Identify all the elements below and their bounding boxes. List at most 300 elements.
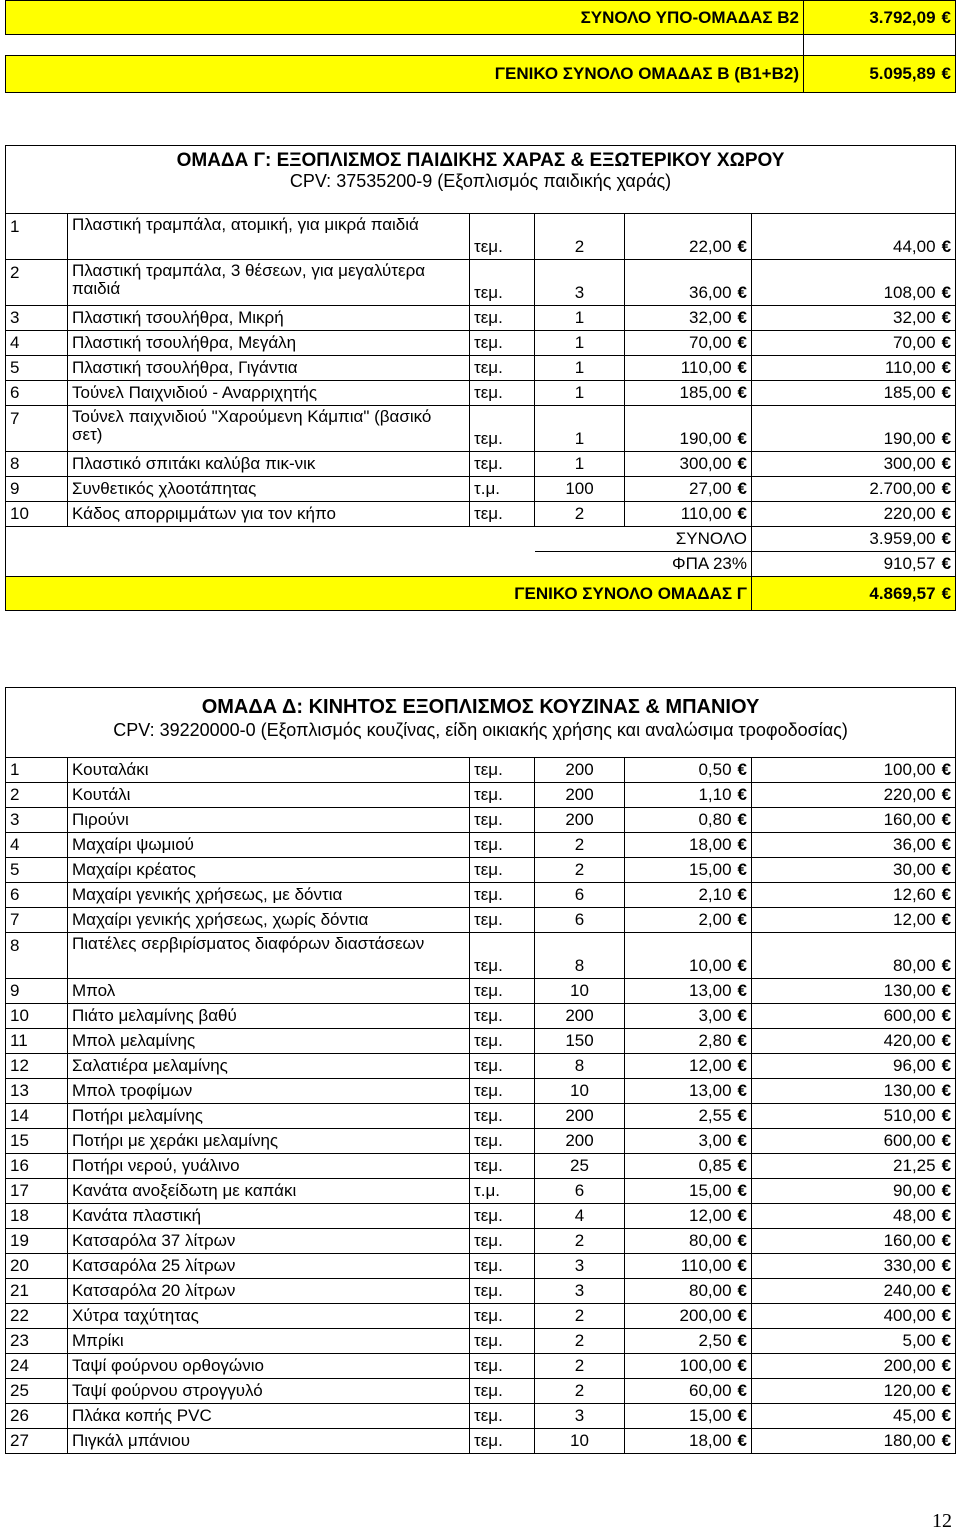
table-row xyxy=(6,808,956,833)
item-total: 200,00 xyxy=(883,1356,936,1375)
table-row xyxy=(6,1429,956,1454)
euro-symbol: € xyxy=(941,1131,952,1150)
euro-symbol: € xyxy=(941,1256,952,1275)
euro-symbol: € xyxy=(941,1006,952,1025)
item-unit-price: 2,50 xyxy=(698,1331,732,1350)
item-quantity: 1 xyxy=(574,333,585,352)
item-description: Ποτήρι με χεράκι μελαμίνης xyxy=(72,1131,279,1150)
item-total: 110,00 xyxy=(884,358,936,377)
item-total: 44,00 xyxy=(893,237,936,256)
item-total: 180,00 xyxy=(883,1431,936,1450)
item-number: 12 xyxy=(10,1056,29,1075)
item-quantity: 2 xyxy=(574,237,585,256)
euro-symbol: € xyxy=(941,383,952,402)
table-row xyxy=(6,1229,956,1254)
page-number: 12 xyxy=(932,1510,952,1532)
item-description: Πλάκα κοπής PVC xyxy=(72,1406,212,1425)
euro-symbol: € xyxy=(737,810,747,829)
table-row xyxy=(6,1204,956,1229)
item-unit-price: 15,00 xyxy=(688,1406,732,1425)
euro-symbol: € xyxy=(941,885,952,904)
item-number: 7 xyxy=(10,910,20,929)
item-description: Τούνελ παιχνιδιού "Χαρούμενη Κάμπια" (βασικό σετ) xyxy=(72,407,432,444)
item-number: 16 xyxy=(10,1156,29,1175)
item-unit: τεμ. xyxy=(474,981,503,1000)
item-quantity: 200 xyxy=(565,1131,594,1150)
item-quantity: 2 xyxy=(574,1356,585,1375)
table-row xyxy=(6,883,956,908)
euro-symbol: € xyxy=(737,283,747,302)
table-row xyxy=(6,452,956,477)
item-unit: τεμ. xyxy=(474,1281,503,1300)
item-quantity: 200 xyxy=(565,785,594,804)
item-quantity: 2 xyxy=(574,860,585,879)
item-description: Κουταλάκι xyxy=(72,760,149,779)
euro-symbol: € xyxy=(737,333,747,352)
euro-symbol: € xyxy=(941,810,952,829)
item-unit-price: 110,00 xyxy=(680,1256,732,1275)
table-row xyxy=(6,1354,956,1379)
subtotal-b2-row xyxy=(6,1,956,35)
item-description: Πιάτο μελαμίνης βαθύ xyxy=(72,1006,237,1025)
euro-symbol: € xyxy=(737,1031,747,1050)
item-unit-price: 12,00 xyxy=(688,1056,732,1075)
grand-total-b-label: ΓΕΝΙΚΟ ΣΥΝΟΛΟ ΟΜΑΔΑΣ Β (Β1+Β2) xyxy=(6,56,804,93)
item-unit: τ.μ. xyxy=(474,479,500,498)
item-total: 12,60 xyxy=(893,885,936,904)
item-number: 27 xyxy=(10,1431,29,1450)
item-quantity: 1 xyxy=(574,358,585,377)
item-total: 220,00 xyxy=(883,785,936,804)
item-number: 14 xyxy=(10,1106,29,1125)
table-row xyxy=(6,858,956,883)
euro-symbol: € xyxy=(941,358,952,377)
euro-symbol: € xyxy=(941,7,951,27)
item-unit: τεμ. xyxy=(474,1206,503,1225)
item-total: 510,00 xyxy=(883,1106,936,1125)
item-unit-price: 80,00 xyxy=(688,1231,732,1250)
euro-symbol: € xyxy=(737,429,747,448)
item-number: 5 xyxy=(10,860,20,879)
item-unit-price: 13,00 xyxy=(688,1081,732,1100)
item-description: Μαχαίρι γενικής χρήσεως, με δόντια xyxy=(72,885,343,904)
item-number: 11 xyxy=(10,1031,28,1050)
item-unit: τεμ. xyxy=(474,1356,503,1375)
item-quantity: 200 xyxy=(565,1006,594,1025)
item-unit: τεμ. xyxy=(474,956,503,975)
item-total: 300,00 xyxy=(883,454,936,473)
euro-symbol: € xyxy=(941,529,952,548)
item-unit-price: 70,00 xyxy=(688,333,732,352)
euro-symbol: € xyxy=(941,1106,952,1125)
item-description: Μαχαίρι κρέατος xyxy=(72,860,196,879)
item-total: 160,00 xyxy=(883,810,936,829)
item-quantity: 2 xyxy=(574,1231,585,1250)
group-c-header xyxy=(6,146,956,214)
euro-symbol: € xyxy=(737,383,747,402)
group-d-title: ΟΜΑΔΑ Δ: ΚΙΝΗΤΟΣ ΕΞΟΠΛΙΣΜΟΣ ΚΟΥΖΙΝΑΣ & ΜΠΑΝΙΟΥ xyxy=(201,696,760,718)
euro-symbol: € xyxy=(941,760,952,779)
euro-symbol: € xyxy=(941,1081,952,1100)
table-row xyxy=(6,306,956,331)
table-row xyxy=(6,1129,956,1154)
item-quantity: 8 xyxy=(574,956,585,975)
table-row xyxy=(6,979,956,1004)
item-description: Μαχαίρι γενικής χρήσεως, χωρίς δόντια xyxy=(72,910,369,929)
euro-symbol: € xyxy=(941,64,951,83)
group-c-vat-value: 910,57 xyxy=(883,554,936,573)
item-unit-price: 190,00 xyxy=(679,429,732,448)
item-unit: τεμ. xyxy=(474,1006,503,1025)
item-description: Πλαστική τραμπάλα, ατομική, για μικρά παιδιά xyxy=(72,215,419,234)
group-c-grand-row xyxy=(6,577,956,611)
item-description: Πιρούνι xyxy=(72,810,129,829)
euro-symbol: € xyxy=(737,1381,747,1400)
euro-symbol: € xyxy=(941,429,952,448)
item-quantity: 3 xyxy=(574,1406,585,1425)
item-unit: τεμ. xyxy=(474,237,503,256)
table-row xyxy=(6,356,956,381)
group-b-totals-table xyxy=(5,0,956,93)
item-quantity: 1 xyxy=(574,429,585,448)
item-number: 2 xyxy=(10,263,20,282)
item-description: Κατσαρόλα 25 λίτρων xyxy=(72,1256,236,1275)
item-unit-price: 13,00 xyxy=(688,981,732,1000)
item-unit: τεμ. xyxy=(474,1231,503,1250)
group-c-vat-label: ΦΠΑ 23% xyxy=(535,552,752,577)
item-unit-price: 300,00 xyxy=(679,454,732,473)
item-number: 15 xyxy=(10,1131,29,1150)
euro-symbol: € xyxy=(737,1256,747,1275)
item-total: 130,00 xyxy=(883,1081,936,1100)
item-unit: τεμ. xyxy=(474,885,503,904)
item-unit-price: 0,50 xyxy=(698,760,732,779)
table-row xyxy=(6,1054,956,1079)
item-unit-price: 1,10 xyxy=(698,785,732,804)
item-unit: τεμ. xyxy=(474,1406,503,1425)
table-row xyxy=(6,1029,956,1054)
group-c-sum-label: ΣΥΝΟΛΟ xyxy=(535,527,752,552)
item-number: 9 xyxy=(10,981,20,1000)
item-quantity: 2 xyxy=(574,504,585,523)
item-total: 45,00 xyxy=(893,1406,936,1425)
item-total: 80,00 xyxy=(893,956,936,975)
euro-symbol: € xyxy=(737,835,747,854)
item-quantity: 3 xyxy=(574,1281,585,1300)
item-unit-price: 18,00 xyxy=(688,1431,732,1450)
item-unit-price: 2,00 xyxy=(698,910,732,929)
table-row xyxy=(6,331,956,356)
item-unit-price: 110,00 xyxy=(680,358,732,377)
table-row xyxy=(6,406,956,452)
euro-symbol: € xyxy=(941,1031,952,1050)
table-row xyxy=(6,933,956,979)
item-quantity: 1 xyxy=(574,308,585,327)
item-number: 10 xyxy=(10,1006,29,1025)
item-quantity: 100 xyxy=(565,479,594,498)
group-d-cpv: CPV: 39220000-0 (Εξοπλισμός κουζίνας, είδη οικιακής χρήσης και αναλώσιμα τροφοδοσίας) xyxy=(113,720,848,740)
euro-symbol: € xyxy=(737,1106,747,1125)
euro-symbol: € xyxy=(737,1131,747,1150)
item-description: Πλαστική τραμπάλα, 3 θέσεων, για μεγαλύτερα παιδιά xyxy=(72,261,426,298)
item-number: 3 xyxy=(10,810,20,829)
euro-symbol: € xyxy=(941,554,952,573)
item-description: Ταψί φούρνου ορθογώνιο xyxy=(72,1356,264,1375)
euro-symbol: € xyxy=(941,1206,952,1225)
euro-symbol: € xyxy=(737,1306,747,1325)
item-unit: τεμ. xyxy=(474,1156,503,1175)
item-total: 185,00 xyxy=(883,383,936,402)
item-unit-price: 0,80 xyxy=(698,810,732,829)
item-total: 600,00 xyxy=(883,1006,936,1025)
table-row xyxy=(6,1304,956,1329)
item-number: 19 xyxy=(10,1231,29,1250)
item-unit: τεμ. xyxy=(474,1381,503,1400)
item-unit: τεμ. xyxy=(474,383,503,402)
group-c-sum-value: 3.959,00 xyxy=(869,529,936,548)
item-unit: τεμ. xyxy=(474,785,503,804)
item-total: 90,00 xyxy=(893,1181,936,1200)
item-quantity: 200 xyxy=(565,760,594,779)
table-row xyxy=(6,1004,956,1029)
euro-symbol: € xyxy=(737,1231,747,1250)
item-unit-price: 3,00 xyxy=(698,1131,732,1150)
item-number: 22 xyxy=(10,1306,29,1325)
euro-symbol: € xyxy=(941,1156,952,1175)
item-description: Ποτήρι μελαμίνης xyxy=(72,1106,203,1125)
euro-symbol: € xyxy=(737,308,747,327)
item-unit-price: 185,00 xyxy=(679,383,732,402)
item-number: 2 xyxy=(10,785,20,804)
euro-symbol: € xyxy=(941,583,952,603)
item-unit: τεμ. xyxy=(474,910,503,929)
item-number: 26 xyxy=(10,1406,29,1425)
item-unit: τεμ. xyxy=(474,760,503,779)
item-quantity: 10 xyxy=(570,981,589,1000)
euro-symbol: € xyxy=(737,1431,747,1450)
table-row xyxy=(6,1079,956,1104)
item-description: Μαχαίρι ψωμιού xyxy=(72,835,194,854)
item-unit-price: 200,00 xyxy=(679,1306,732,1325)
item-unit: τεμ. xyxy=(474,1106,503,1125)
table-row xyxy=(6,260,956,306)
item-number: 6 xyxy=(10,885,20,904)
item-unit-price: 18,00 xyxy=(688,835,732,854)
item-number: 8 xyxy=(10,936,20,955)
group-d-header xyxy=(6,688,956,758)
item-number: 18 xyxy=(10,1206,29,1225)
table-row xyxy=(6,381,956,406)
item-description: Μπολ xyxy=(72,981,116,1000)
item-unit: τεμ. xyxy=(474,860,503,879)
euro-symbol: € xyxy=(737,1331,747,1350)
item-total: 32,00 xyxy=(893,308,936,327)
euro-symbol: € xyxy=(737,1356,747,1375)
item-unit-price: 12,00 xyxy=(688,1206,732,1225)
item-number: 9 xyxy=(10,479,20,498)
euro-symbol: € xyxy=(737,981,747,1000)
item-number: 20 xyxy=(10,1256,29,1275)
item-unit: τεμ. xyxy=(474,835,503,854)
euro-symbol: € xyxy=(941,1406,952,1425)
subtotal-b2-label: ΣΥΝΟΛΟ ΥΠΟ-ΟΜΑΔΑΣ Β2 xyxy=(6,1,804,35)
euro-symbol: € xyxy=(737,1406,747,1425)
item-quantity: 10 xyxy=(570,1081,589,1100)
euro-symbol: € xyxy=(941,956,952,975)
item-number: 17 xyxy=(10,1181,29,1200)
item-unit: τεμ. xyxy=(474,1031,503,1050)
euro-symbol: € xyxy=(941,504,952,523)
euro-symbol: € xyxy=(941,835,952,854)
item-description: Κατσαρόλα 20 λίτρων xyxy=(72,1281,236,1300)
item-number: 7 xyxy=(10,409,20,428)
item-quantity: 6 xyxy=(574,1181,585,1200)
grand-total-b-value: 5.095,89 xyxy=(869,64,936,83)
table-row xyxy=(6,1154,956,1179)
euro-symbol: € xyxy=(737,1156,747,1175)
item-quantity: 2 xyxy=(574,835,585,854)
item-total: 5,00 xyxy=(902,1331,936,1350)
item-number: 21 xyxy=(10,1281,29,1300)
group-c-table xyxy=(5,145,956,611)
item-quantity: 6 xyxy=(574,910,585,929)
item-quantity: 200 xyxy=(565,810,594,829)
euro-symbol: € xyxy=(737,760,747,779)
item-description: Κάδος απορριμμάτων για τον κήπο xyxy=(72,504,336,523)
item-unit-price: 10,00 xyxy=(688,956,732,975)
item-quantity: 200 xyxy=(565,1106,594,1125)
table-row xyxy=(6,758,956,783)
item-unit: τεμ. xyxy=(474,358,503,377)
item-quantity: 1 xyxy=(574,383,585,402)
euro-symbol: € xyxy=(737,479,747,498)
item-unit-price: 100,00 xyxy=(679,1356,732,1375)
item-description: Κουτάλι xyxy=(72,785,131,804)
euro-symbol: € xyxy=(737,885,747,904)
table-row xyxy=(6,214,956,260)
item-description: Μπολ μελαμίνης xyxy=(72,1031,196,1050)
group-c-title: ΟΜΑΔΑ Γ: ΕΞΟΠΛΙΣΜΟΣ ΠΑΙΔΙΚΗΣ ΧΑΡΑΣ & ΕΞΩΤΕΡΙΚΟΥ ΧΩΡΟΥ xyxy=(176,150,785,171)
item-total: 600,00 xyxy=(883,1131,936,1150)
item-number: 1 xyxy=(10,760,20,779)
item-total: 160,00 xyxy=(883,1231,936,1250)
item-total: 400,00 xyxy=(883,1306,936,1325)
item-unit-price: 32,00 xyxy=(688,308,732,327)
euro-symbol: € xyxy=(737,956,747,975)
euro-symbol: € xyxy=(941,1181,952,1200)
item-total: 120,00 xyxy=(883,1381,936,1400)
item-total: 220,00 xyxy=(883,504,936,523)
euro-symbol: € xyxy=(941,1356,952,1375)
item-number: 4 xyxy=(10,333,20,352)
item-description: Κανάτα πλαστική xyxy=(72,1206,202,1225)
item-unit: τεμ. xyxy=(474,429,503,448)
euro-symbol: € xyxy=(941,479,952,498)
item-number: 23 xyxy=(10,1331,29,1350)
subtotal-b2-value: 3.792,09 xyxy=(869,7,936,27)
group-c-sum-row xyxy=(6,527,956,552)
table-row xyxy=(6,1279,956,1304)
table-row xyxy=(6,502,956,527)
item-number: 8 xyxy=(10,454,20,473)
item-quantity: 25 xyxy=(570,1156,589,1175)
euro-symbol: € xyxy=(737,1081,747,1100)
item-number: 4 xyxy=(10,835,20,854)
item-quantity: 8 xyxy=(574,1056,585,1075)
euro-symbol: € xyxy=(737,454,747,473)
item-description: Πιγκάλ μπάνιου xyxy=(72,1431,191,1450)
euro-symbol: € xyxy=(737,1006,747,1025)
item-total: 70,00 xyxy=(893,333,936,352)
item-unit: τεμ. xyxy=(474,1306,503,1325)
item-unit: τεμ. xyxy=(474,1081,503,1100)
euro-symbol: € xyxy=(941,1231,952,1250)
item-unit: τ.μ. xyxy=(474,1181,500,1200)
item-number: 25 xyxy=(10,1381,29,1400)
item-total: 108,00 xyxy=(883,283,936,302)
item-number: 24 xyxy=(10,1356,29,1375)
item-quantity: 4 xyxy=(574,1206,585,1225)
group-c-grand-value: 4.869,57 xyxy=(869,583,936,603)
item-description: Πλαστική τσουλήθρα, Μεγάλη xyxy=(72,333,297,352)
item-unit: τεμ. xyxy=(474,810,503,829)
item-unit: τεμ. xyxy=(474,504,503,523)
item-description: Ταψί φούρνου στρογγυλό xyxy=(72,1381,263,1400)
item-description: Συνθετικός χλοοτάπητας xyxy=(72,479,257,498)
item-total: 30,00 xyxy=(893,860,936,879)
item-description: Ποτήρι νερού, γυάλινο xyxy=(72,1156,240,1175)
item-total: 100,00 xyxy=(883,760,936,779)
euro-symbol: € xyxy=(941,860,952,879)
euro-symbol: € xyxy=(941,283,952,302)
euro-symbol: € xyxy=(941,454,952,473)
euro-symbol: € xyxy=(737,860,747,879)
item-unit-price: 2,10 xyxy=(698,885,732,904)
table-row xyxy=(6,833,956,858)
item-unit: τεμ. xyxy=(474,1331,503,1350)
item-description: Πλαστική τσουλήθρα, Γιγάντια xyxy=(72,358,298,377)
item-number: 5 xyxy=(10,358,20,377)
item-total: 48,00 xyxy=(893,1206,936,1225)
item-number: 1 xyxy=(10,217,20,236)
item-description: Πιατέλες σερβιρίσματος διαφόρων διαστάσεων xyxy=(72,934,425,953)
group-c-cpv: CPV: 37535200-9 (Εξοπλισμός παιδικής χαράς) xyxy=(289,171,672,191)
item-number: 6 xyxy=(10,383,20,402)
item-unit: τεμ. xyxy=(474,454,503,473)
euro-symbol: € xyxy=(737,910,747,929)
item-number: 3 xyxy=(10,308,20,327)
euro-symbol: € xyxy=(941,333,952,352)
item-total: 240,00 xyxy=(883,1281,936,1300)
item-unit: τεμ. xyxy=(474,308,503,327)
euro-symbol: € xyxy=(941,1381,952,1400)
item-total: 130,00 xyxy=(883,981,936,1000)
item-description: Σαλατιέρα μελαμίνης xyxy=(72,1056,228,1075)
item-description: Χύτρα ταχύτητας xyxy=(72,1306,199,1325)
euro-symbol: € xyxy=(737,785,747,804)
item-unit-price: 2,80 xyxy=(698,1031,732,1050)
table-row xyxy=(6,1104,956,1129)
item-description: Τούνελ Παιχνιδιού - Αναρριχητής xyxy=(72,383,318,402)
item-unit: τεμ. xyxy=(474,1256,503,1275)
item-total: 21,25 xyxy=(893,1156,936,1175)
euro-symbol: € xyxy=(941,308,952,327)
item-unit: τεμ. xyxy=(474,1131,503,1150)
item-unit-price: 15,00 xyxy=(688,1181,732,1200)
euro-symbol: € xyxy=(737,1206,747,1225)
item-quantity: 6 xyxy=(574,885,585,904)
item-unit-price: 3,00 xyxy=(698,1006,732,1025)
